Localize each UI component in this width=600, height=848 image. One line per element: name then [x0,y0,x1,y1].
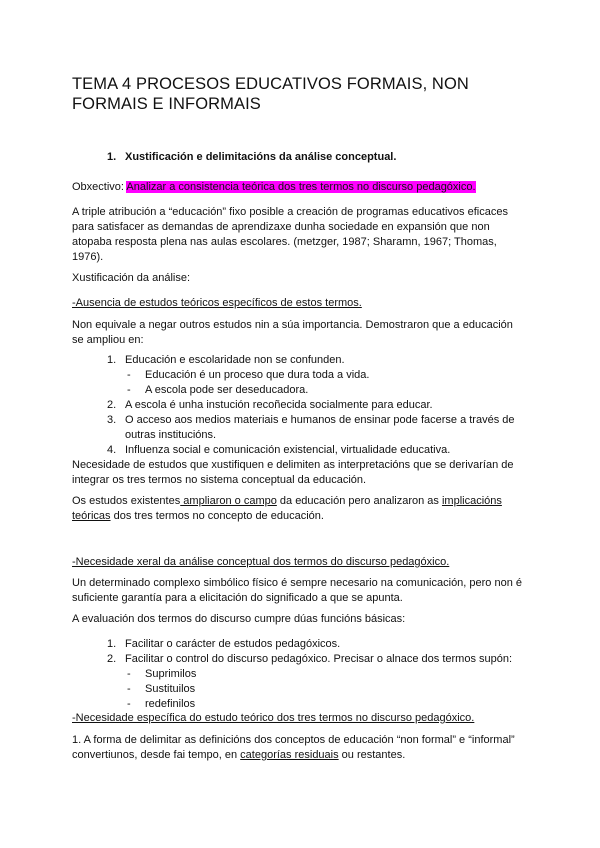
list-marker: - [127,384,131,396]
list-text: Educación é un proceso que dura toda a vida. [145,369,370,381]
text-run: ou restantes. [338,749,406,761]
text-run: da educación pero analizaron as [276,495,442,507]
title-line-1: TEMA 4 PROCESOS EDUCATIVOS FORMAIS, NON [72,75,469,93]
underlined-text: teóricas [72,510,111,522]
paragraph-line [72,494,532,509]
subheading-specific-need: -Necesidade específica do estudo teórico dos tres termos no discurso pedagóxico. [72,712,475,724]
subheading-general-need: -Necesidade xeral da análise conceptual dos termos do discurso pedagóxico. [72,556,450,568]
list-marker: 2. [107,653,117,665]
objective-highlight: Analizar a consistencia teórica dos tres termos no discurso pedagóxico. [126,181,476,193]
list-text: A escola é unha instución recoñecida socialmente para educar. [125,399,433,411]
paragraph-line [72,509,532,524]
list-subitem [127,667,196,682]
underlined-text: ampliaron o campo [180,495,277,507]
list-marker: 2. [107,399,117,411]
paragraph-line: 1976). [72,251,104,263]
list-subitem [127,383,308,398]
list-text: Educación e escolaridade non se confunden. [125,354,345,366]
objective-label: Obxectivo: [72,181,127,193]
list-marker: 1. [107,638,117,650]
list-marker: - [127,369,131,381]
list-item [107,443,450,458]
subheading-absence: -Ausencia de estudos teóricos específicos de estos termos. [72,297,362,309]
list-text: O acceso aos medios materiais e humanos de ensinar pode facerse a través de [125,414,515,426]
paragraph-line [72,748,532,763]
list-item [107,353,345,368]
paragraph-line: suficiente garantía para a elicitación do significado a que se apunta. [72,592,403,604]
list-subitem [127,697,195,712]
title-line-2: FORMAIS E INFORMAIS [72,95,261,113]
list-marker: 4. [107,444,117,456]
paragraph-line: para satisfacer as demandas de aprendizaxe dunha sociedade en expansión que non [72,221,490,233]
paragraph-not-equivalent [72,318,532,348]
list-text: Suprimilos [145,668,197,680]
list-marker: 3. [107,414,117,426]
list-marker: 1. [107,354,117,366]
paragraph-line: integrar os tres termos no sistema conceptual da educación. [72,474,367,486]
objective-paragraph [72,180,532,195]
list-marker: - [127,698,131,710]
list-item [107,637,340,652]
list-marker: - [127,683,131,695]
text-run: dos tres termos no concepto de educación. [110,510,324,522]
paragraph-evaluation: A evaluación dos termos do discurso cumpre dúas funcións básicas: [72,613,406,625]
paragraph-line: A triple atribución a “educación” fixo posible a creación de programas educativos eficaces [72,206,508,218]
list-text: Sustituilos [145,683,196,695]
paragraph-line: se ampliou en: [72,334,144,346]
list-text: Facilitar o control do discurso pedagóxico. Precisar o alnace dos termos supón: [125,653,513,665]
list-item [107,398,433,413]
text-run: Os estudos existentes [72,495,181,507]
section-number: 1. [107,151,117,163]
paragraph-necessity-studies [72,458,532,488]
document-title [72,74,532,114]
list-item [107,413,515,443]
underlined-text: implicacións [441,495,502,507]
list-text: redefinilos [145,698,196,710]
text-run: convertiunos, desde fai tempo, en [72,749,241,761]
list-text: Facilitar o carácter de estudos pedagóxicos. [125,638,341,650]
section-title: Xustificación e delimitacións da análise conceptual. [125,151,397,163]
justification-label: Xustificación da análise: [72,272,191,284]
paragraph-line: Un determinado complexo simbólico físico é sempre necesario na comunicación, pero non é [72,577,523,589]
paragraph-line: Necesidade de estudos que xustifiquen e delimiten as interpretacións que se derivarían de [72,459,514,471]
list-text-continuation: outras institucións. [125,429,217,441]
list-item [107,652,512,667]
section-heading [107,151,396,163]
paragraph-existing-studies [72,494,532,524]
list-text: Influenza social e comunicación existencial, virtualidade educativa. [125,444,451,456]
list-text: A escola pode ser deseducadora. [145,384,309,396]
paragraph-line: atopaba resposta plena nas aulas escolares. (metzger, 1987; Sharamn, 1967; Thomas, [72,236,497,248]
list-subitem [127,682,195,697]
paragraph-line: 1. A forma de delimitar as definicións dos conceptos de educación “non formal” e “informal” [72,734,515,746]
paragraph-residual-categories [72,733,532,763]
paragraph-symbolic-complex [72,576,532,606]
underlined-text: categorías residuais [240,749,339,761]
paragraph-triple-attribution [72,205,532,265]
paragraph-line: Non equivale a negar outros estudos nin a súa importancia. Demostraron que a educación [72,319,513,331]
list-marker: - [127,668,131,680]
list-subitem [127,368,369,383]
